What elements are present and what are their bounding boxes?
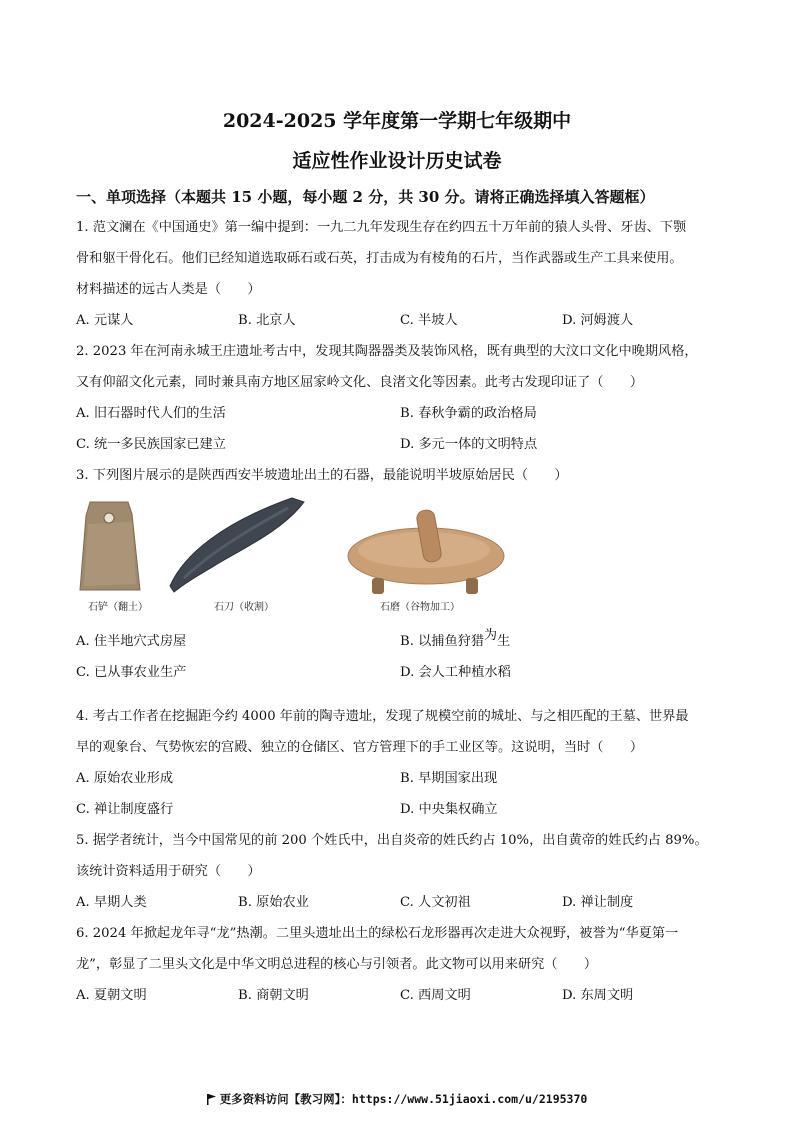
q2-option-a: A. 旧石器时代人们的生活 (76, 406, 226, 421)
caption-stone-knife: 石刀（收割） (214, 602, 274, 613)
q3-option-c: C. 已从事农业生产 (76, 665, 187, 680)
q4-option-c: C. 禅让制度盛行 (76, 802, 174, 817)
q6-option-d: D. 东周文明 (562, 988, 634, 1003)
exam-title-line-1: 2024-2025 学年度第一学期七年级期中 (222, 110, 572, 132)
q3-option-b-raised-char: 为 (484, 628, 498, 643)
q5-option-a: A. 早期人类 (76, 895, 147, 910)
q1-option-a: A. 元谋人 (76, 313, 134, 328)
q4-option-d: D. 中央集权确立 (400, 802, 498, 817)
q1-option-b: B. 北京人 (238, 313, 296, 328)
q5-option-c: C. 人文初祖 (400, 895, 471, 910)
footer (0, 1091, 794, 1108)
caption-stone-shovel: 石铲（翻土） (88, 602, 148, 613)
q5-option-d: D. 禅让制度 (562, 895, 634, 910)
q1-option-c: C. 半坡人 (400, 313, 458, 328)
q4-option-b: B. 早期国家出现 (400, 771, 498, 786)
footer-resource-link[interactable]: 更多资料访问【教习网】：https://www.51jiaoxi.com/u/2195370 (219, 1092, 588, 1106)
q2-option-c: C. 统一多民族国家已建立 (76, 437, 226, 452)
q1-stem-line-1: 1. 范文澜在《中国通史》第一编中提到：一九二九年发现生存在约四五十万年前的猿人头骨、牙齿、下颚 (76, 220, 687, 235)
q2-option-d: D. 多元一体的文明特点 (400, 437, 538, 452)
q3-option-b (400, 628, 511, 651)
stone-knife-image (170, 498, 304, 592)
q5-option-b: B. 原始农业 (238, 895, 309, 910)
q6-option-a: A. 夏朝文明 (76, 988, 147, 1003)
q6-stem-line-2: 龙”，彰显了二里头文化是中华文明总进程的核心与引领者。此文物可以用来研究（ ） (76, 957, 598, 972)
q3-option-a: A. 住半地穴式房屋 (76, 634, 187, 649)
q3-stem-line-1: 3. 下列图片展示的是陕西西安半坡遗址出土的石器，最能说明半坡原始居民（ ） (76, 468, 568, 483)
q4-stem-line-1: 4. 考古工作者在挖掘距今约 4000 年前的陶寺遗址，发现了规模空前的城址、与之相匹配的王墓、世界最 (76, 709, 689, 724)
section-heading: 一、单项选择（本题共 15 小题，每小题 2 分，共 30 分。请将正确选择填入答题框） (76, 188, 655, 206)
q4-stem-line-2: 早的观象台、气势恢宏的宫殿、独立的仓储区、官方管理下的手工业区等。这说明，当时（ ） (76, 740, 644, 755)
exam-title-line-2: 适应性作业设计历史试卷 (292, 150, 502, 172)
grinding-stone-image (348, 509, 504, 594)
q6-option-c: C. 西周文明 (400, 988, 471, 1003)
q4-option-a: A. 原始农业形成 (76, 771, 174, 786)
q5-stem-line-2: 该统计资料适用于研究（ ） (76, 864, 261, 879)
stone-shovel-image (80, 502, 140, 590)
q3-option-b-tail: 生 (497, 634, 511, 649)
stone-tools-illustration (74, 494, 514, 614)
q6-option-b: B. 商朝文明 (238, 988, 309, 1003)
caption-grinding-stone: 石磨（谷物加工） (380, 602, 460, 613)
q1-stem-line-3: 材料描述的远古人类是（ ） (76, 282, 261, 297)
q1-option-d: D. 河姆渡人 (562, 313, 634, 328)
q2-option-b: B. 春秋争霸的政治格局 (400, 406, 537, 421)
q3-option-b-text: B. 以捕鱼狩猎 (400, 634, 485, 649)
q5-stem-line-1: 5. 据学者统计，当今中国常见的前 200 个姓氏中，出自炎帝的姓氏约占 10%，出自黄帝的姓氏约占 89%。 (76, 833, 708, 848)
q6-stem-line-1: 6. 2024 年掀起龙年寻“龙”热潮。二里头遗址出土的绿松石龙形器再次走进大众视野，被誉为“华夏第一 (76, 926, 679, 941)
q2-stem-line-2: 又有仰韶文化元素，同时兼具南方地区屈家岭文化、良渚文化等因素。此考古发现印证了（ ） (76, 375, 644, 390)
stone-tools-figure (74, 494, 514, 614)
q1-stem-line-2: 骨和躯干骨化石。他们已经知道选取砾石或石英，打击成为有棱角的石片，当作武器或生产工具来使用。 (76, 251, 683, 266)
q3-option-d: D. 会人工种植水稻 (400, 665, 511, 680)
flag-icon (207, 1094, 216, 1108)
q2-stem-line-1: 2. 2023 年在河南永城王庄遗址考古中，发现其陶器器类及装饰风格，既有典型的大汶口文化中晚期风格， (76, 344, 698, 359)
